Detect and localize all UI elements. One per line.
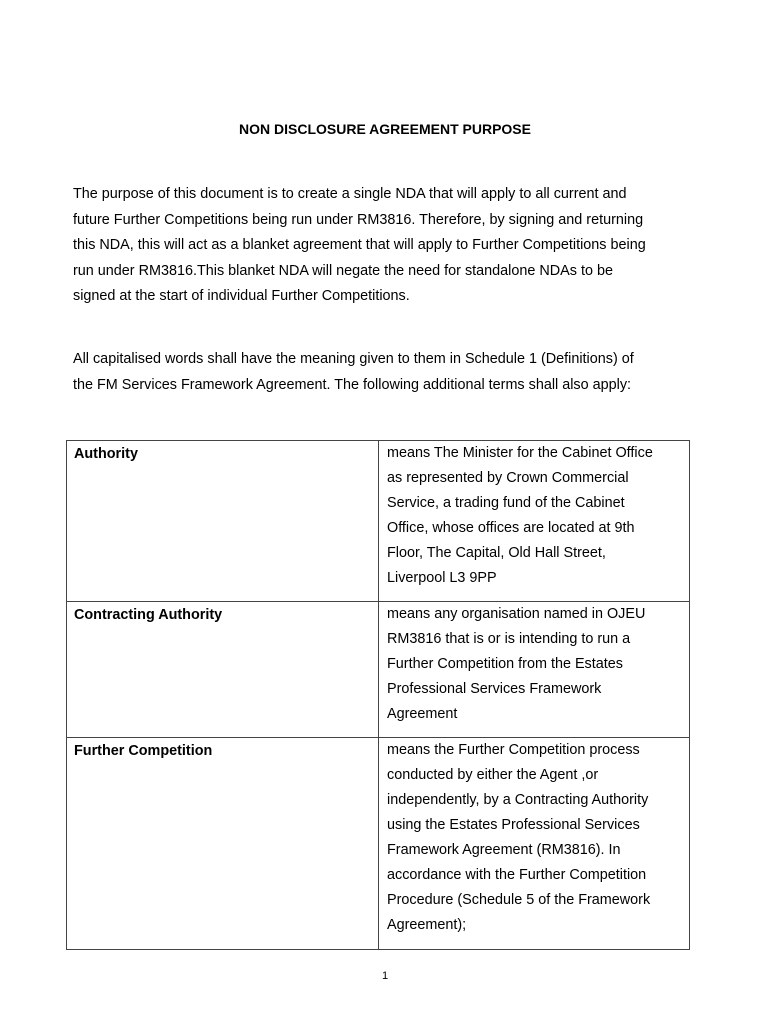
definition-line: Agreement); — [387, 917, 467, 933]
table-row — [67, 738, 690, 950]
definition-line: as represented by Crown Commercial — [387, 470, 629, 486]
definition-line: Service, a trading fund of the Cabinet — [387, 495, 625, 511]
definition-line: independently, by a Contracting Authority — [387, 792, 649, 808]
definition-term-cell — [67, 441, 379, 602]
definition-line: Framework Agreement (RM3816). In — [387, 842, 621, 858]
definition-term: Contracting Authority — [74, 607, 223, 623]
definition-line: Professional Services Framework — [387, 681, 602, 697]
paragraph-line: signed at the start of individual Further Competitions. — [73, 288, 410, 304]
definition-line: Liverpool L3 9PP — [387, 570, 497, 586]
paragraph-line: run under RM3816.This blanket NDA will negate the need for standalone NDAs to be — [73, 262, 613, 279]
document-title: NON DISCLOSURE AGREEMENT PURPOSE — [239, 121, 531, 137]
paragraph-line: The purpose of this document is to create a single NDA that will apply to all current and — [73, 186, 627, 202]
definition-line: RM3816 that is or is intending to run a — [387, 631, 631, 647]
page-number: 1 — [381, 970, 389, 982]
paragraph-line: All capitalised words shall have the meaning given to them in Schedule 1 (Definitions) of — [73, 351, 634, 367]
definition-term-cell — [67, 602, 379, 738]
definition-line: Floor, The Capital, Old Hall Street, — [387, 545, 606, 561]
paragraph-line: the FM Services Framework Agreement. The following additional terms shall also apply: — [73, 376, 632, 393]
definition-line: conducted by either the Agent ,or — [387, 767, 599, 783]
definitions-table — [66, 440, 690, 950]
definition-line: means the Further Competition process — [387, 742, 640, 758]
definition-term: Further Competition — [74, 743, 213, 759]
definition-line: Office, whose offices are located at 9th — [387, 520, 635, 536]
purpose-paragraph — [73, 182, 713, 310]
definition-term: Authority — [74, 446, 138, 462]
definition-line: means any organisation named in OJEU — [387, 606, 646, 622]
definition-line: Procedure (Schedule 5 of the Framework — [387, 892, 651, 908]
definition-term-cell — [67, 738, 379, 950]
definitions-intro-paragraph — [73, 347, 713, 398]
definition-line: accordance with the Further Competition — [387, 867, 647, 883]
definition-text-cell — [379, 441, 690, 602]
definition-line: Further Competition from the Estates — [387, 656, 623, 672]
definition-text-cell — [379, 738, 690, 950]
definition-text-cell — [379, 602, 690, 738]
definition-line: using the Estates Professional Services — [387, 817, 640, 833]
table-row — [67, 602, 690, 738]
definition-line: means The Minister for the Cabinet Office — [387, 445, 653, 461]
definition-line: Agreement — [387, 706, 458, 722]
paragraph-line: future Further Competitions being run under RM3816. Therefore, by signing and returning — [73, 211, 644, 228]
table-row — [67, 441, 690, 602]
paragraph-line: this NDA, this will act as a blanket agreement that will apply to Further Competitions being — [73, 237, 646, 253]
